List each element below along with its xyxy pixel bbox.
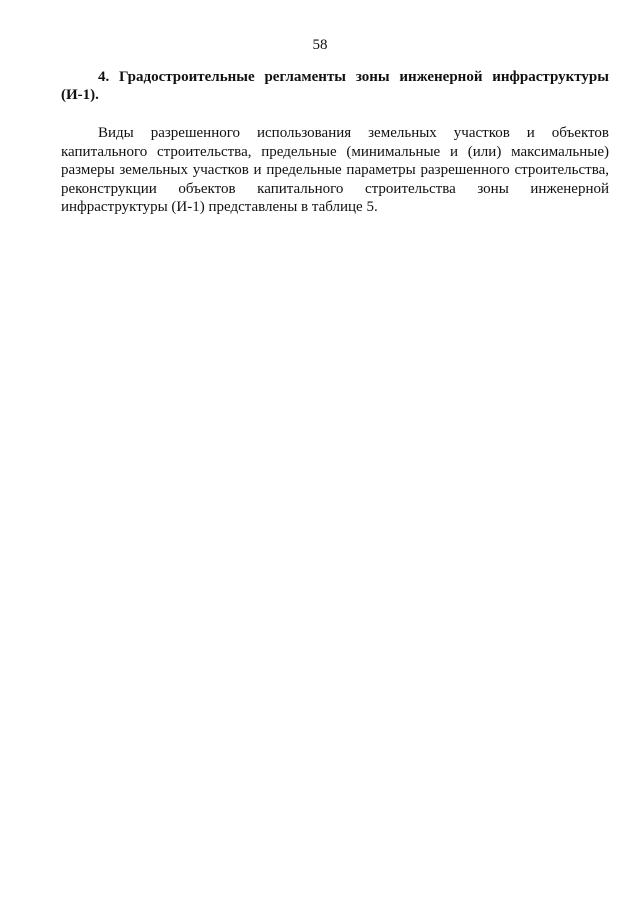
page-number: 58 (312, 37, 328, 53)
body-paragraph: Виды разрешенного использования земельных участков и объектов капитального строительства, предельные (минимальные и (или) максимальные) размеры земельных участков и предельные параметры разрешенного строительства, реконструкции объектов капитального строительства зоны инженерной инфраструктуры (И-1) представлены в таблице 5. (61, 125, 609, 215)
section-heading: 4. Градостроительные регламенты зоны инженерной инфраструктуры (И-1). (61, 69, 609, 103)
